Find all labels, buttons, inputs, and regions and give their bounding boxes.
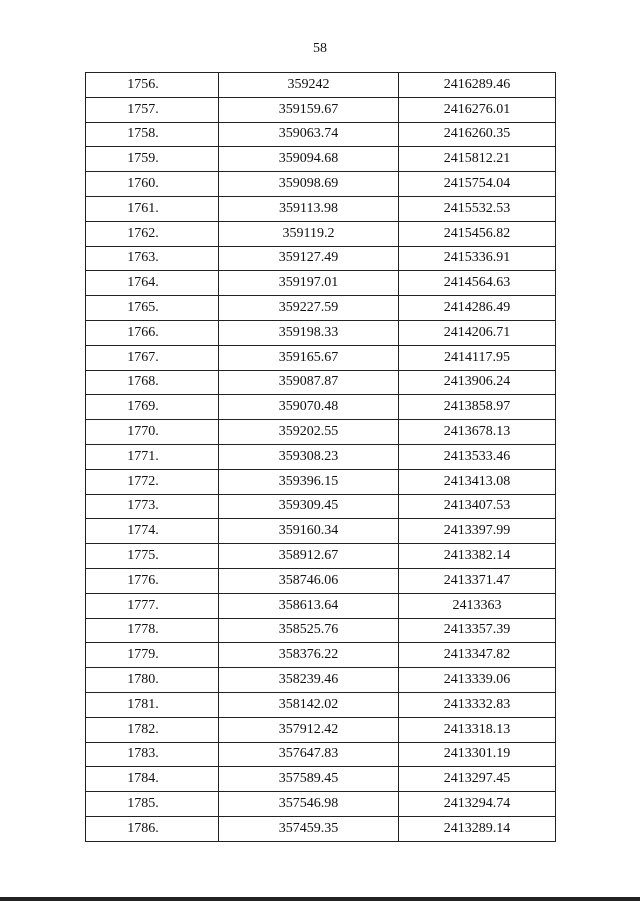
table-row: [86, 221, 556, 246]
x-coordinate-cell: 359127.49: [219, 246, 399, 271]
point-number-cell: 1757.: [86, 97, 219, 122]
y-coordinate-cell: 2414286.49: [399, 296, 556, 321]
table-row: [86, 271, 556, 296]
x-coordinate-cell: 359165.67: [219, 345, 399, 370]
page-number: 58: [313, 41, 327, 56]
point-number-cell: 1773.: [86, 494, 219, 519]
x-coordinate-cell: 359242: [219, 73, 399, 98]
y-coordinate-cell: 2416260.35: [399, 122, 556, 147]
y-coordinate-cell: 2416289.46: [399, 73, 556, 98]
table-row: [86, 816, 556, 841]
table-row: [86, 73, 556, 98]
x-coordinate-cell: 359087.87: [219, 370, 399, 395]
y-coordinate-cell: 2413397.99: [399, 519, 556, 544]
x-coordinate-cell: 359098.69: [219, 172, 399, 197]
y-coordinate-cell: 2414206.71: [399, 320, 556, 345]
table-row: [86, 717, 556, 742]
x-coordinate-cell: 357647.83: [219, 742, 399, 767]
table-row: [86, 519, 556, 544]
y-coordinate-cell: 2413413.08: [399, 469, 556, 494]
table-row: [86, 444, 556, 469]
table-row: [86, 568, 556, 593]
point-number-cell: 1759.: [86, 147, 219, 172]
y-coordinate-cell: 2414117.95: [399, 345, 556, 370]
y-coordinate-cell: 2413318.13: [399, 717, 556, 742]
table-row: [86, 172, 556, 197]
point-number-cell: 1762.: [86, 221, 219, 246]
y-coordinate-cell: 2413347.82: [399, 643, 556, 668]
table-row: [86, 296, 556, 321]
y-coordinate-cell: 2413371.47: [399, 568, 556, 593]
point-number-cell: 1783.: [86, 742, 219, 767]
table-row: [86, 97, 556, 122]
x-coordinate-cell: 358239.46: [219, 668, 399, 693]
y-coordinate-cell: 2413339.06: [399, 668, 556, 693]
y-coordinate-cell: 2413906.24: [399, 370, 556, 395]
table-row: [86, 395, 556, 420]
x-coordinate-cell: 357912.42: [219, 717, 399, 742]
x-coordinate-cell: 357546.98: [219, 792, 399, 817]
point-number-cell: 1771.: [86, 444, 219, 469]
point-number-cell: 1781.: [86, 692, 219, 717]
coordinates-table: [85, 72, 556, 842]
x-coordinate-cell: 359198.33: [219, 320, 399, 345]
x-coordinate-cell: 359309.45: [219, 494, 399, 519]
point-number-cell: 1782.: [86, 717, 219, 742]
y-coordinate-cell: 2413363: [399, 593, 556, 618]
point-number-cell: 1777.: [86, 593, 219, 618]
point-number-cell: 1772.: [86, 469, 219, 494]
table-row: [86, 246, 556, 271]
x-coordinate-cell: 358525.76: [219, 618, 399, 643]
table-row: [86, 618, 556, 643]
y-coordinate-cell: 2413332.83: [399, 692, 556, 717]
table-row: [86, 122, 556, 147]
x-coordinate-cell: 359396.15: [219, 469, 399, 494]
x-coordinate-cell: 357589.45: [219, 767, 399, 792]
x-coordinate-cell: 358746.06: [219, 568, 399, 593]
table-row: [86, 147, 556, 172]
y-coordinate-cell: 2413858.97: [399, 395, 556, 420]
y-coordinate-cell: 2415754.04: [399, 172, 556, 197]
point-number-cell: 1775.: [86, 544, 219, 569]
y-coordinate-cell: 2415456.82: [399, 221, 556, 246]
x-coordinate-cell: 359094.68: [219, 147, 399, 172]
point-number-cell: 1785.: [86, 792, 219, 817]
y-coordinate-cell: 2413382.14: [399, 544, 556, 569]
table-row: [86, 643, 556, 668]
table-body: [86, 73, 556, 842]
table-row: [86, 345, 556, 370]
y-coordinate-cell: 2415812.21: [399, 147, 556, 172]
point-number-cell: 1769.: [86, 395, 219, 420]
y-coordinate-cell: 2413289.14: [399, 816, 556, 841]
point-number-cell: 1786.: [86, 816, 219, 841]
point-number-cell: 1784.: [86, 767, 219, 792]
table-row: [86, 196, 556, 221]
y-coordinate-cell: 2413357.39: [399, 618, 556, 643]
x-coordinate-cell: 359159.67: [219, 97, 399, 122]
table-row: [86, 668, 556, 693]
x-coordinate-cell: 358613.64: [219, 593, 399, 618]
point-number-cell: 1761.: [86, 196, 219, 221]
x-coordinate-cell: 359202.55: [219, 420, 399, 445]
point-number-cell: 1779.: [86, 643, 219, 668]
x-coordinate-cell: 359197.01: [219, 271, 399, 296]
x-coordinate-cell: 358142.02: [219, 692, 399, 717]
point-number-cell: 1756.: [86, 73, 219, 98]
x-coordinate-cell: 359160.34: [219, 519, 399, 544]
point-number-cell: 1770.: [86, 420, 219, 445]
y-coordinate-cell: 2414564.63: [399, 271, 556, 296]
y-coordinate-cell: 2413407.53: [399, 494, 556, 519]
table-row: [86, 767, 556, 792]
table-row: [86, 593, 556, 618]
x-coordinate-cell: 358912.67: [219, 544, 399, 569]
y-coordinate-cell: 2413294.74: [399, 792, 556, 817]
table-row: [86, 494, 556, 519]
y-coordinate-cell: 2413533.46: [399, 444, 556, 469]
point-number-cell: 1765.: [86, 296, 219, 321]
x-coordinate-cell: 358376.22: [219, 643, 399, 668]
x-coordinate-cell: 359113.98: [219, 196, 399, 221]
table-row: [86, 742, 556, 767]
point-number-cell: 1774.: [86, 519, 219, 544]
table-row: [86, 792, 556, 817]
x-coordinate-cell: 359308.23: [219, 444, 399, 469]
table-row: [86, 544, 556, 569]
x-coordinate-cell: 359070.48: [219, 395, 399, 420]
point-number-cell: 1767.: [86, 345, 219, 370]
y-coordinate-cell: 2415532.53: [399, 196, 556, 221]
y-coordinate-cell: 2413678.13: [399, 420, 556, 445]
y-coordinate-cell: 2415336.91: [399, 246, 556, 271]
x-coordinate-cell: 359119.2: [219, 221, 399, 246]
x-coordinate-cell: 359063.74: [219, 122, 399, 147]
y-coordinate-cell: 2413301.19: [399, 742, 556, 767]
x-coordinate-cell: 359227.59: [219, 296, 399, 321]
scan-bottom-edge: [0, 897, 640, 901]
point-number-cell: 1764.: [86, 271, 219, 296]
point-number-cell: 1778.: [86, 618, 219, 643]
table-row: [86, 420, 556, 445]
table-row: [86, 320, 556, 345]
point-number-cell: 1766.: [86, 320, 219, 345]
table-row: [86, 469, 556, 494]
point-number-cell: 1760.: [86, 172, 219, 197]
table-row: [86, 370, 556, 395]
y-coordinate-cell: 2416276.01: [399, 97, 556, 122]
point-number-cell: 1768.: [86, 370, 219, 395]
point-number-cell: 1780.: [86, 668, 219, 693]
point-number-cell: 1776.: [86, 568, 219, 593]
x-coordinate-cell: 357459.35: [219, 816, 399, 841]
table-row: [86, 692, 556, 717]
point-number-cell: 1763.: [86, 246, 219, 271]
point-number-cell: 1758.: [86, 122, 219, 147]
y-coordinate-cell: 2413297.45: [399, 767, 556, 792]
